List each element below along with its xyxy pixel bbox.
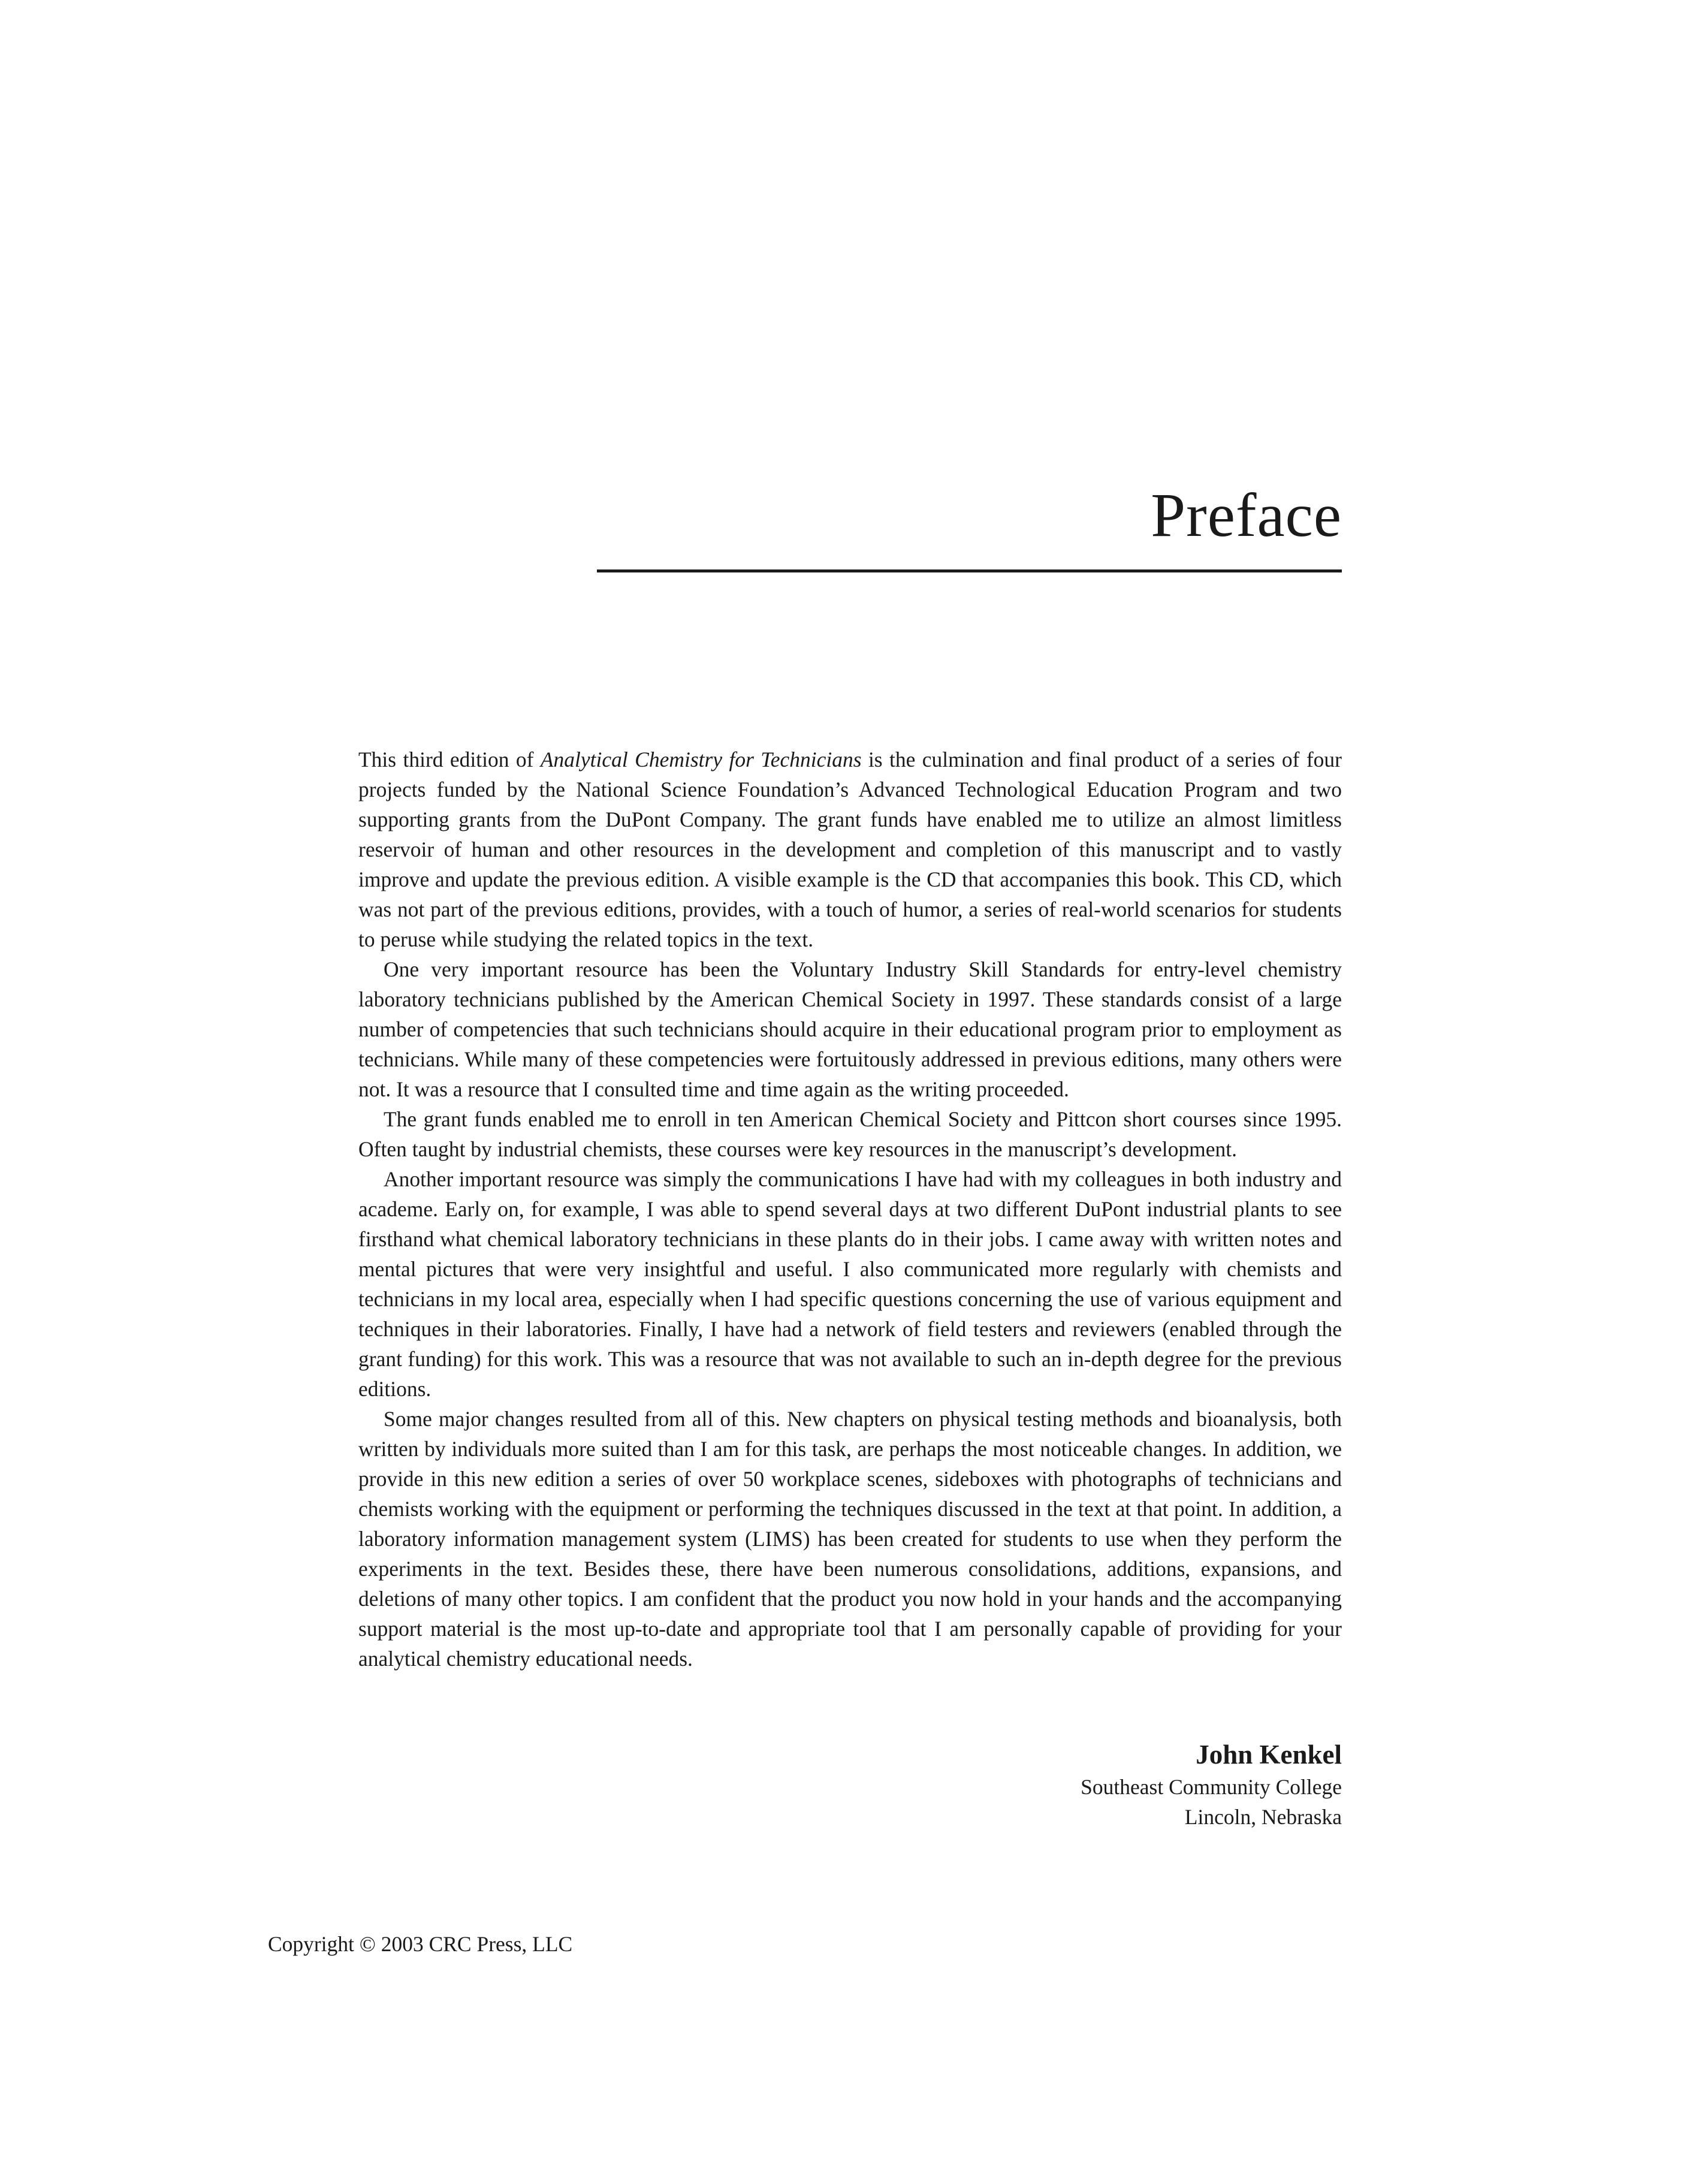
- paragraph-2: One very important resource has been the Voluntary Industry Skill Standards for entry-level chemistry laboratory technicians published by the American Chemical Society in 1997. These standards consist of a large number of competencies that such technicians should acquire in their educational program prior to employment as technicians. While many of these competencies were fortuitously addressed in previous editions, many others were not. It was a resource that I consulted time and time again as the writing proceeded.: [358, 957, 1342, 1101]
- author-name: John Kenkel: [1196, 1740, 1342, 1770]
- book-title: Analytical Chemistry for Technicians: [540, 748, 862, 771]
- title-rule: [597, 569, 1342, 572]
- author-location: Lincoln, Nebraska: [1184, 1805, 1342, 1829]
- signature-block: [1081, 1737, 1342, 1832]
- paragraph-1-rest: is the culmination and final product of a series of four projects funded by the National Science Foundation’s Advanced Technological Education Program and two supporting grants from the DuPont Company. The grant funds have enabled me to utilize an almost limitless reservoir of human and other resources in the development and completion of this manuscript and to vastly improve and update the previous edition. A visible example is the CD that accompanies this book. This CD, which was not part of the previous editions, provides, with a touch of humor, a series of real-world scenarios for students to peruse while studying the related topics in the text.: [358, 748, 1342, 951]
- paragraph-1: [358, 745, 1342, 954]
- page-title: Preface: [1151, 481, 1342, 550]
- paragraph-4: Another important resource was simply the communications I have had with my colleagues in both industry and academe. Early on, for example, I was able to spend several days at two different DuPont industrial plants to see firsthand what chemical laboratory technicians in these plants do in their jobs. I came away with written notes and mental pictures that were very insightful and useful. I also communicated more regularly with chemists and technicians in my local area, especially when I had specific questions concerning the use of various equipment and techniques in their laboratories. Finally, I have had a network of field testers and reviewers (enabled through the grant funding) for this work. This was a resource that was not available to such an in-depth degree for the previous editions.: [358, 1167, 1342, 1401]
- preface-body: [358, 745, 1342, 1674]
- copyright-notice: Copyright © 2003 CRC Press, LLC: [268, 1932, 573, 1956]
- paragraph-1-intro: This third edition of: [358, 748, 541, 771]
- paragraph-3: The grant funds enabled me to enroll in ten American Chemical Society and Pittcon short courses since 1995. Often taught by industrial chemists, these courses were key resources in the manuscript’s development.: [358, 1107, 1342, 1161]
- paragraph-5: Some major changes resulted from all of this. New chapters on physical testing methods and bioanalysis, both written by individuals more suited than I am for this task, are perhaps the most noticeable changes. In addition, we provide in this new edition a series of over 50 workplace scenes, sideboxes with photographs of technicians and chemists working with the equipment or performing the techniques discussed in the text at that point. In addition, a laboratory information management system (LIMS) has been created for students to use when they perform the experiments in the text. Besides these, there have been numerous consolidations, additions, expansions, and deletions of many other topics. I am confident that the product you now hold in your hands and the accompanying support material is the most up-to-date and appropriate tool that I am personally capable of providing for your analytical chemistry educational needs.: [358, 1407, 1342, 1671]
- author-institution: Southeast Community College: [1081, 1775, 1342, 1799]
